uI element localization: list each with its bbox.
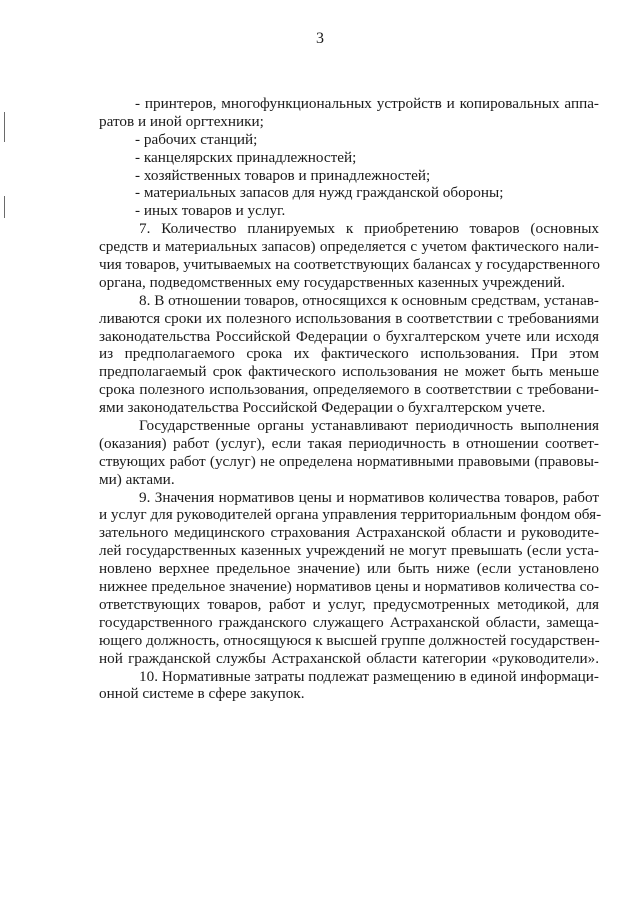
page-number: 3: [316, 30, 324, 47]
text-line: - канцелярских принадлежностей;: [135, 148, 357, 166]
text-line: - хозяйственных товаров и принадлежностей;: [135, 166, 431, 184]
text-line: ответствующих товаров, работ и услуг, предусмотренных методикой, для: [99, 595, 599, 613]
text-line: государственного гражданского служащего Астраханской области, замеща-: [99, 613, 599, 631]
text-line: ратов и иной оргтехники;: [99, 112, 264, 130]
text-line: ствующих работ (услуг) не определена нормативными правовыми (правовы-: [99, 452, 599, 470]
text-line: - материальных запасов для нужд гражданской обороны;: [135, 184, 504, 202]
scan-artifact: [4, 112, 5, 142]
text-line: средств и материальных запасов) определяется с учетом фактического нали-: [99, 238, 599, 256]
text-line: срока полезного использования, определяемого в соответствии с требовани-: [99, 381, 599, 399]
text-line: 7. Количество планируемых к приобретению товаров (основных: [139, 220, 599, 238]
text-line: ями законодательства Российской Федерации о бухгалтерском учете.: [99, 399, 546, 417]
document-body: [99, 95, 602, 703]
text-line: ющего должность, относящуюся к высшей группе должностей государствен-: [99, 631, 600, 649]
text-line: законодательства Российской Федерации о бухгалтерском учете или исходя: [99, 327, 599, 345]
text-line: Государственные органы устанавливают периодичность выполнения: [139, 417, 599, 435]
text-line: и услуг для руководителей органа управления территориальным фондом обя-: [99, 506, 602, 524]
text-line: ной гражданской службы Астраханской области категории «руководители».: [99, 649, 599, 667]
text-line: предполагаемый срок фактического использования не может быть меньше: [99, 363, 599, 381]
text-line: органа, подведомственных ему государственных казенных учреждений.: [99, 273, 565, 291]
text-line: - принтеров, многофункциональных устройств и копировальных аппа-: [135, 95, 599, 112]
text-line: зательного медицинского страхования Астраханской области и руководите-: [99, 524, 599, 542]
text-line: онной системе в сфере закупок.: [99, 685, 305, 703]
text-line: нижнее предельное значение) нормативов цены и нормативов количества со-: [99, 578, 599, 596]
text-line: (оказания) работ (услуг), если такая периодичность в отношении соответ-: [99, 434, 599, 452]
text-line: ми) актами.: [99, 470, 175, 488]
text-line: - иных товаров и услуг.: [135, 202, 286, 220]
text-line: новлено верхнее предельное значение) или быть ниже (если установлено: [99, 560, 599, 578]
scan-artifact: [4, 196, 5, 218]
text-line: ливаются сроки их полезного использования в соответствии с требованиями: [99, 309, 599, 327]
text-line: 9. Значения нормативов цены и нормативов количества товаров, работ: [139, 488, 599, 506]
text-line: 8. В отношении товаров, относящихся к основным средствам, устанав-: [139, 291, 599, 309]
text-line: лей государственных казенных учреждений не могут превышать (если уста-: [99, 542, 599, 560]
text-line: из предполагаемого срока их фактического использования. При этом: [99, 345, 599, 363]
text-line: чия товаров, учитываемых на соответствующих балансах у государственного: [99, 256, 601, 274]
text-line: 10. Нормативные затраты подлежат размещению в единой информаци-: [139, 667, 599, 685]
text-line: - рабочих станций;: [135, 130, 258, 148]
